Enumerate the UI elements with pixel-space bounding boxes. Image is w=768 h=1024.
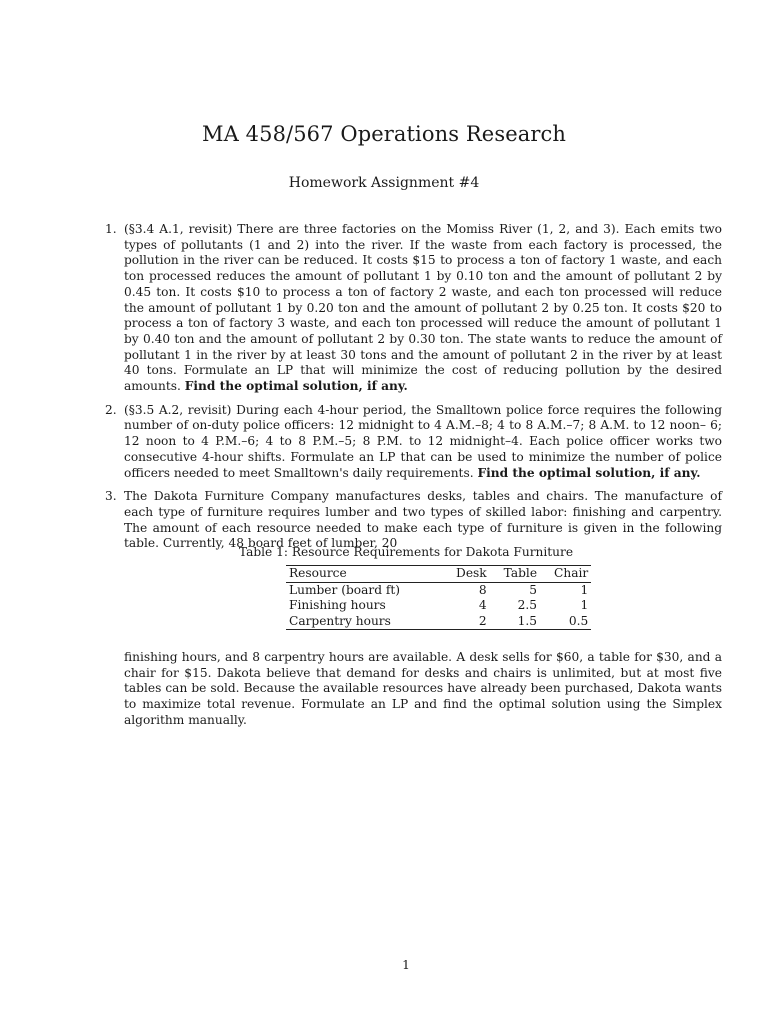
problem-3-continuation: finishing hours, and 8 carpentry hours are available. A desk sells for $60, a table for $30, and a chair for $15. Dakota believe that demand for desks and chairs is unlimited, but at most five tables can be sold. Because the available resources have already been purchased, Dakota wants to maximize total revenue. Formulate an LP and find the optimal solution using the Simplex algorithm manually. (124, 650, 722, 727)
table-caption: Table 1: Resource Requirements for Dakota Furniture (238, 545, 574, 559)
cell-chair: 0.5 (568, 613, 589, 628)
cell-chair: 1 (580, 598, 589, 612)
table-row (286, 582, 591, 598)
cell-resource: Lumber (board ft) (289, 582, 401, 597)
problem-list (105, 222, 722, 560)
problem-number: 1. (105, 222, 117, 236)
cell-chair: 1 (580, 582, 589, 597)
problem-item (105, 403, 722, 482)
problem-text: (§3.4 A.1, revisit) There are three factories on the Momiss River (1, 2, and 3). Each emits two types of pollutants (1 and 2) into the river. If the waste from each factory is processed, the pollution in the river can be reduced. It costs $15 to process a ton of factory 1 waste, and each ton processed reduces the amount of pollutant 1 by 0.10 ton and the amount of pollutant 2 by 0.45 ton. It costs $10 to process a ton of factory 2 waste, and each ton processed will reduce the amount of pollutant 1 by 0.20 ton and the amount of pollutant 2 by 0.25 ton. It costs $20 to process a ton of factory 3 waste, and each ton processed will reduce the amount of pollutant 1 by 0.40 ton and the amount of pollutant 2 by 0.30 ton. The state wants to reduce the amount of pollutant 1 in the river by at least 30 tons and the amount of pollutant 2 in the river by at least 40 tons. Formulate an LP that will minimize the cost of reducing pollution by the desired amounts. (124, 222, 722, 394)
problem-number: 3. (105, 489, 117, 504)
problem-text: (§3.5 A.2, revisit) During each 4-hour period, the Smalltown police force requires the following number of on-duty police officers: 12 midnight to 4 A.M.–8; 4 to 8 A.M.–7; 8 A.M. to 12 noon– 6; 12 noon to 4 P.M.–6; 4 to 8 P.M.–5; 8 P.M. to 12 midnight–4. Each police officer works two consecutive 4-hour shifts. Formulate an LP that can be used to minimize the number of police officers needed to meet Smalltown's daily requirements. (124, 402, 722, 480)
table-row (286, 598, 591, 614)
cell-table: 5 (529, 582, 538, 597)
problem-number: 2. (105, 402, 117, 417)
problem-instruction: Find the optimal solution, if any. (184, 379, 408, 394)
resource-table-block (0, 545, 768, 630)
header-chair: Chair (554, 566, 589, 580)
table-row (286, 614, 591, 630)
cell-resource: Finishing hours (289, 598, 386, 612)
cell-resource: Carpentry hours (289, 613, 391, 628)
cell-desk: 8 (478, 582, 487, 597)
header-desk: Desk (456, 566, 487, 580)
cell-desk: 2 (478, 613, 487, 628)
table-header-row (286, 566, 591, 583)
problem-item (105, 222, 722, 395)
problem-item (105, 489, 722, 552)
cell-table: 2.5 (517, 598, 538, 612)
cell-table: 1.5 (517, 613, 538, 628)
page-number: 1 (402, 958, 410, 972)
course-title: MA 458/567 Operations Research (202, 122, 566, 146)
problem-instruction: Find the optimal solution, if any. (477, 465, 701, 480)
assignment-title: Homework Assignment #4 (288, 175, 480, 191)
header-table: Table (503, 566, 538, 580)
cell-desk: 4 (478, 598, 487, 612)
header-resource: Resource (289, 566, 347, 580)
resource-table (286, 565, 591, 630)
problem-text: The Dakota Furniture Company manufactures desks, tables and chairs. The manufacture of each type of furniture requires lumber and two types of skilled labor: finishing and carpentry. The amount of each resource needed to make each type of furniture is given in the following table. Currently, 48 board feet of lumber, 20 (124, 489, 722, 551)
